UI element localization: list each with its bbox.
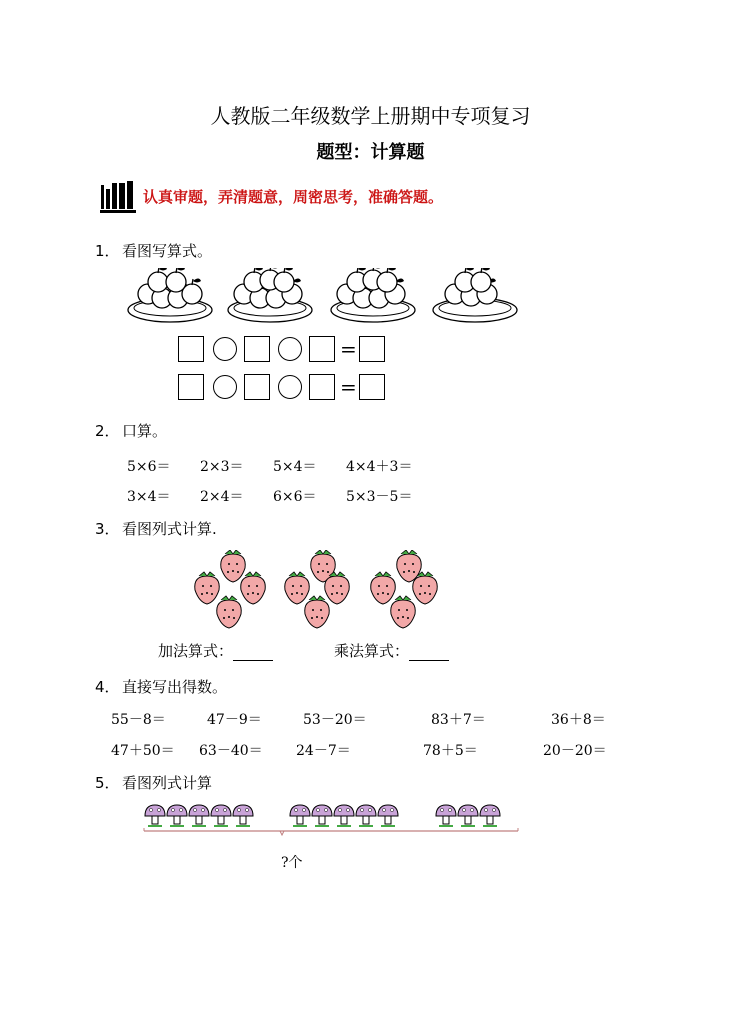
instruction-tip: 认真审题，弄清题意，周密思考，准确答题。: [143, 188, 444, 206]
calc-item: 20－20＝: [543, 743, 607, 759]
page-title: 人教版二年级数学上册期中专项复习: [210, 104, 531, 128]
question-4: [95, 676, 227, 697]
question-3: [95, 518, 217, 539]
question-text: 看图列式计算: [122, 774, 213, 792]
strawberry-picture: [185, 550, 455, 630]
mushroom-group-1: [145, 805, 253, 826]
answer-box[interactable]: [178, 374, 204, 400]
calc-item: 83＋7＝: [431, 712, 486, 728]
strawberry-group-3: [371, 550, 438, 628]
question-1: [95, 240, 212, 261]
question-text: 看图写算式。: [122, 242, 213, 260]
calc-item: 36＋8＝: [551, 712, 606, 728]
answer-box[interactable]: [359, 374, 385, 400]
equals-sign: =: [340, 337, 357, 361]
page-subtitle: 题型：计算题: [316, 142, 425, 163]
mushroom-picture: [140, 800, 530, 850]
answer-box[interactable]: [244, 336, 270, 362]
oral-calc: 5×6＝: [127, 459, 171, 475]
question-number: 1．: [95, 242, 120, 260]
oral-calc: 2×3＝: [200, 459, 244, 475]
plate-4: [433, 268, 517, 322]
multiplication-label: 乘法算式：: [334, 642, 410, 660]
calc-item: 47＋50＝: [111, 743, 175, 759]
calc-item: 63－40＝: [199, 743, 263, 759]
question-text: 看图列式计算.: [122, 520, 217, 538]
answer-box[interactable]: [359, 336, 385, 362]
calc-item: 24－7＝: [296, 743, 351, 759]
operator-circle[interactable]: [278, 337, 302, 361]
question-number: 5．: [95, 774, 120, 792]
apple-plates-picture: [125, 268, 525, 330]
question-number: 3．: [95, 520, 120, 538]
calc-item: 53－20＝: [303, 712, 367, 728]
oral-calc: 6×6＝: [273, 489, 317, 505]
calc-item: 78＋5＝: [423, 743, 478, 759]
addition-blank[interactable]: [233, 646, 273, 661]
question-number: 4．: [95, 678, 120, 696]
question-text: 口算。: [122, 422, 168, 440]
calc-item: 55－8＝: [111, 712, 166, 728]
mushroom-group-3: [436, 805, 500, 826]
multiplication-blank[interactable]: [409, 646, 449, 661]
operator-circle[interactable]: [278, 375, 302, 399]
total-question: ?个: [281, 855, 303, 871]
addition-answer: [158, 640, 273, 661]
strawberry-group-1: [195, 550, 266, 628]
mushroom-group-2: [290, 805, 398, 826]
calc-item: 47－9＝: [207, 712, 262, 728]
question-5: [95, 772, 212, 793]
plate-3: [331, 268, 415, 322]
strawberry-group-2: [285, 550, 350, 628]
oral-calc: 5×4＝: [273, 459, 317, 475]
plate-2: [228, 268, 312, 322]
oral-calc: 4×4＋3＝: [346, 459, 413, 475]
books-icon: [100, 181, 136, 213]
plate-1: [128, 268, 212, 322]
operator-circle[interactable]: [213, 375, 237, 399]
oral-calc: 3×4＝: [127, 489, 171, 505]
addition-label: 加法算式：: [158, 642, 234, 660]
equals-sign: =: [340, 375, 357, 399]
oral-calc: 5×3－5＝: [346, 489, 413, 505]
operator-circle[interactable]: [213, 337, 237, 361]
answer-box[interactable]: [244, 374, 270, 400]
answer-box[interactable]: [309, 336, 335, 362]
question-2: [95, 420, 167, 441]
question-text: 直接写出得数。: [122, 678, 228, 696]
answer-box[interactable]: [178, 336, 204, 362]
oral-calc: 2×4＝: [200, 489, 244, 505]
answer-box[interactable]: [309, 374, 335, 400]
question-number: 2．: [95, 422, 120, 440]
multiplication-answer: [334, 640, 449, 661]
